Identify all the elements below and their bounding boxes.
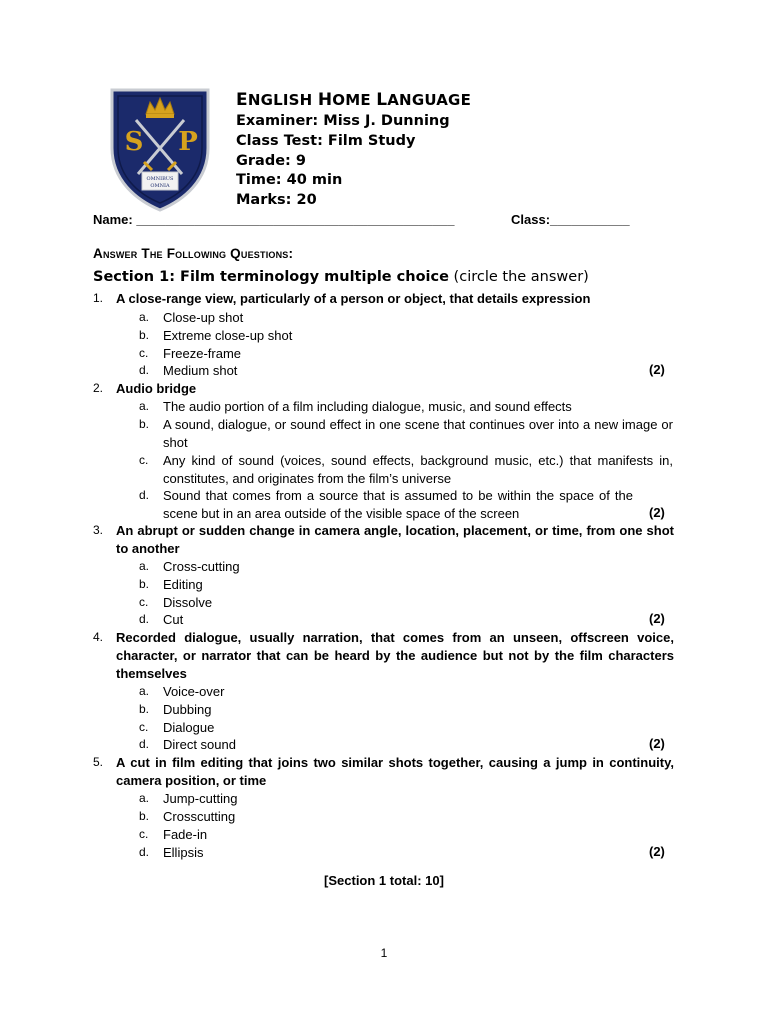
subject-title: ENGLISH HOME LANGUAGE xyxy=(236,90,472,110)
page-number: 1 xyxy=(380,946,388,960)
crest-motto-line2: OMNIA xyxy=(150,183,170,189)
class-field[interactable]: Class:___________ xyxy=(511,212,630,227)
exam-page: S P OMNIBUS OMNIA ENGLISH HOME LANGUAGE Examiner: Miss J. Dunning Class Test: Film Study Grade: 9 Time: 40 min Marks: 20 Name: ____________________________________________ Class:___________ Answer The Following Questions: Section 1: Film terminology multiple choice (circle the answer) 1. A close-range view, particularly of a person or object, that details expression a. Close-up shot b. Extreme close-up shot c. Freeze-frame d. Medium shot (2) 2. Audio bridge a. The audio portion of a film including dialogue, music, and sound effects b. A sound, dialogue, or sound effect in one scene that continues over into a new image or shot c. Any kind of sound (voices, sound effects, background music, etc.) that manifests in, constitutes, and originates from the film’s universe d. Sound that comes from a source that is assumed to be within the space of the scene but in an area outside of the visible space of the screen (2) 3. An abrupt or sudden change in camera angle, location, placement, or time, from one shot to another a. Cross-cutting b. Editing c. Dissolve d. Cut (2) 4. Recorded dialogue, usually narration, that comes from an unseen, offscreen voice, character, or narrator that can be heard by the audience but not by the film characters themselves a. Voice-over b. Dubbing c. Dialogue d. Direct sound (2) 5. A cut in film editing that joins two similar shots together, causing a jump in continuity, camera position, or time a. Jump-cutting b. Crosscutting c. Fade-in d. Ellipsis (2) [Section 1 total: 10] 1 xyxy=(0,0,768,1024)
grade-line: Grade: 9 xyxy=(236,152,306,169)
section-title: Section 1: Film terminology multiple choice xyxy=(93,269,449,285)
marks-q1: (2) xyxy=(649,362,665,377)
school-crest-logo xyxy=(104,86,216,214)
marks-line: Marks: 20 xyxy=(236,192,317,209)
question-number: 2. xyxy=(93,381,104,395)
student-fields xyxy=(93,212,653,232)
instructions-heading: Answer The Following Questions: xyxy=(93,246,294,261)
marks-q3: (2) xyxy=(649,611,665,626)
marks-q2: (2) xyxy=(649,505,665,520)
time-line: Time: 40 min xyxy=(236,172,343,189)
section-note: (circle the answer) xyxy=(448,269,589,285)
marks-q5: (2) xyxy=(649,844,665,859)
marks-q4: (2) xyxy=(649,736,665,751)
section-heading xyxy=(93,269,589,285)
question-number: 3. xyxy=(93,523,104,537)
section-total: [Section 1 total: 10] xyxy=(324,873,444,888)
crest-motto-line1: OMNIBUS xyxy=(146,176,174,182)
question-number: 4. xyxy=(93,630,104,644)
crest-letter-s: S xyxy=(124,127,144,157)
examiner-line: Examiner: Miss J. Dunning xyxy=(236,113,450,129)
test-line: Class Test: Film Study xyxy=(236,132,416,149)
question-text: An abrupt or sudden change in camera angle, location, placement, or time, from one shot to another xyxy=(116,523,674,556)
question-text: A close-range view, particularly of a person or object, that details expression xyxy=(116,291,591,306)
question-number: 5. xyxy=(93,755,104,769)
exam-header xyxy=(236,88,676,211)
question-text: A cut in film editing that joins two similar shots together, causing a jump in continuity, camera position, or time xyxy=(116,755,674,788)
name-field[interactable]: Name: ____________________________________________ xyxy=(93,212,455,227)
question-text: Recorded dialogue, usually narration, that comes from an unseen, offscreen voice, character, or narrator that can be heard by the audience but not by the film characters themselves xyxy=(116,630,674,681)
question-number: 1. xyxy=(93,291,104,305)
crest-letter-p: P xyxy=(178,127,198,157)
question-text: Audio bridge xyxy=(116,381,197,396)
